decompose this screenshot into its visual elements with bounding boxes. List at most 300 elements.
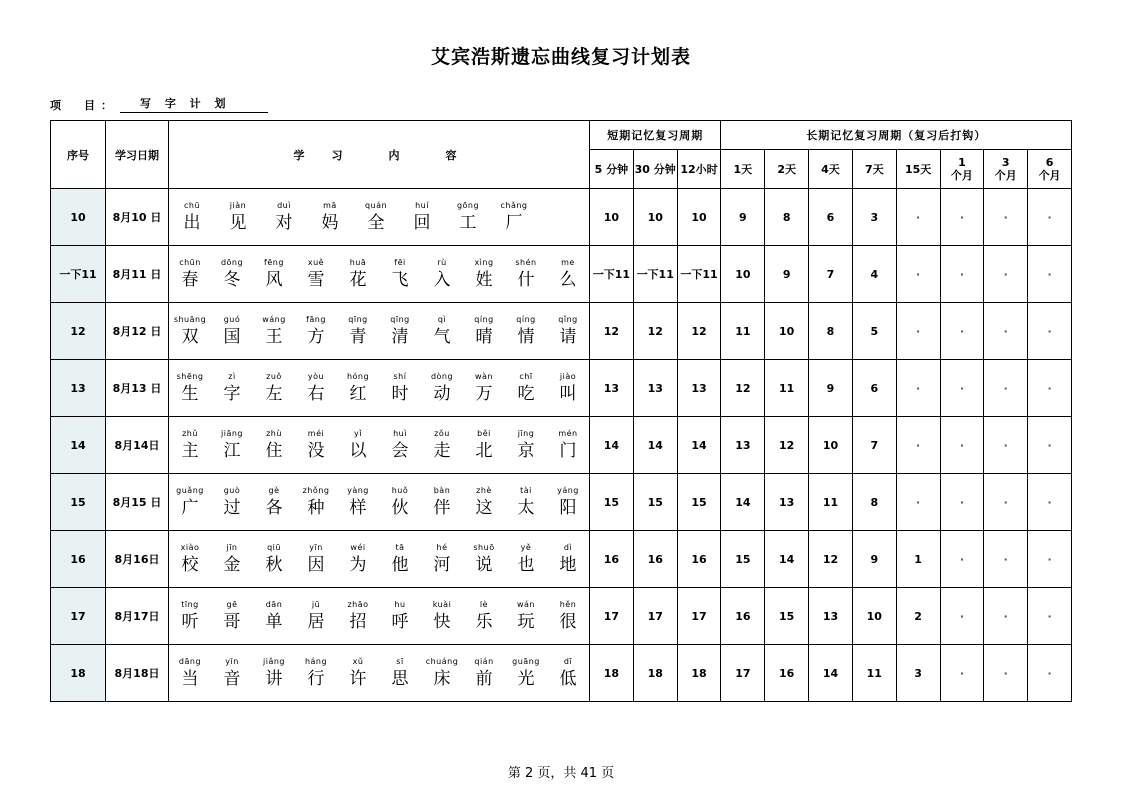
character-hanzi: 主 (181, 440, 199, 461)
character-item (169, 542, 211, 577)
cell-content (169, 474, 590, 531)
character-pinyin: qiū (267, 542, 281, 552)
character-item (295, 485, 337, 520)
cell-2day[interactable]: 16 (765, 645, 809, 702)
cell-30min[interactable]: 13 (633, 360, 677, 417)
character-hanzi: 讲 (265, 668, 283, 689)
character-hanzi: 花 (349, 269, 367, 290)
cell-5min[interactable]: 15 (590, 474, 634, 531)
cell-date: 8月10 日 (106, 189, 169, 246)
character-hanzi: 玩 (517, 611, 535, 632)
character-pinyin: yǐ (354, 428, 362, 438)
character-item (169, 314, 211, 349)
character-hanzi: 当 (181, 668, 199, 689)
character-hanzi: 呼 (391, 611, 409, 632)
character-pinyin: dān (265, 599, 283, 609)
table-header-group-row (51, 121, 1072, 150)
cell-7day[interactable]: 7 (852, 417, 896, 474)
cell-4day[interactable]: 6 (809, 189, 853, 246)
cell-date: 8月16日 (106, 531, 169, 588)
character-hanzi: 走 (433, 440, 451, 461)
character-pinyin: yīn (309, 542, 323, 552)
character-hanzi: 太 (517, 497, 535, 518)
cell-2day[interactable]: 14 (765, 531, 809, 588)
cell-1month[interactable]: · (940, 189, 984, 246)
cell-seq: 10 (51, 189, 106, 246)
cell-date: 8月14日 (106, 417, 169, 474)
character-hanzi: 乐 (475, 611, 493, 632)
character-hanzi: 各 (265, 497, 283, 518)
character-hanzi: 左 (265, 383, 283, 404)
character-pinyin: dòng (430, 371, 454, 381)
cell-6month[interactable]: · (1028, 189, 1072, 246)
character-pinyin: jīng (517, 428, 535, 438)
cell-1day[interactable]: 10 (721, 246, 765, 303)
character-item (169, 599, 211, 634)
cell-15day[interactable]: 2 (896, 588, 940, 645)
character-pinyin: fēi (394, 257, 406, 267)
character-pinyin: qǐng (558, 314, 578, 324)
character-hanzi: 晴 (475, 326, 493, 347)
character-pinyin: yáng (557, 485, 579, 495)
character-pinyin: zhāo (347, 599, 369, 609)
cell-1day[interactable]: 14 (721, 474, 765, 531)
cell-1month[interactable]: · (940, 360, 984, 417)
character-hanzi: 招 (349, 611, 367, 632)
cell-5min[interactable]: 一下11 (590, 246, 634, 303)
header-6month-unit: 个月 (1038, 169, 1061, 182)
character-pinyin: zǒu (434, 428, 450, 438)
character-hanzi: 什 (517, 269, 535, 290)
character-item (547, 542, 589, 577)
character-hanzi: 为 (349, 554, 367, 575)
cell-7day[interactable]: 8 (852, 474, 896, 531)
character-pinyin: chuáng (425, 656, 459, 666)
character-hanzi: 青 (349, 326, 367, 347)
character-hanzi: 江 (223, 440, 241, 461)
character-pinyin: shuāng (173, 314, 207, 324)
character-hanzi: 音 (223, 668, 241, 689)
header-7day: 7天 (852, 150, 896, 189)
character-item (211, 314, 253, 349)
character-hanzi: 春 (181, 269, 199, 290)
cell-15day[interactable]: · (896, 360, 940, 417)
character-item (169, 485, 211, 520)
character-item (505, 257, 547, 292)
character-pinyin: huā (349, 257, 367, 267)
cell-6month[interactable]: · (1028, 303, 1072, 360)
character-item (463, 257, 505, 292)
character-item (505, 542, 547, 577)
character-pinyin: mén (558, 428, 578, 438)
character-list (169, 200, 589, 235)
character-pinyin: me (561, 257, 575, 267)
character-pinyin: dāng (178, 656, 202, 666)
character-item (253, 542, 295, 577)
character-item (379, 485, 421, 520)
character-hanzi: 种 (307, 497, 325, 518)
cell-3month[interactable]: · (984, 303, 1028, 360)
character-pinyin: jū (311, 599, 321, 609)
cell-7day[interactable]: 10 (852, 588, 896, 645)
cell-5min[interactable]: 18 (590, 645, 634, 702)
cell-1month[interactable]: · (940, 417, 984, 474)
character-hanzi: 因 (307, 554, 325, 575)
character-item (505, 656, 547, 691)
character-hanzi: 金 (223, 554, 241, 575)
character-hanzi: 行 (307, 668, 325, 689)
character-pinyin: jīn (226, 542, 238, 552)
cell-2day[interactable]: 11 (765, 360, 809, 417)
character-item (379, 542, 421, 577)
character-hanzi: 全 (367, 212, 385, 233)
cell-30min[interactable]: 14 (633, 417, 677, 474)
cell-15day[interactable]: · (896, 189, 940, 246)
table-row (51, 474, 1072, 531)
cell-2day[interactable]: 10 (765, 303, 809, 360)
character-hanzi: 校 (181, 554, 199, 575)
character-pinyin: zhǒng (302, 485, 330, 495)
cell-30min[interactable]: 12 (633, 303, 677, 360)
character-pinyin: dī (563, 656, 573, 666)
cell-12hour[interactable]: 14 (677, 417, 721, 474)
character-pinyin: huǒ (391, 485, 409, 495)
cell-seq: 15 (51, 474, 106, 531)
character-item (505, 428, 547, 463)
cell-3month[interactable]: · (984, 360, 1028, 417)
character-pinyin: qīng (390, 314, 410, 324)
character-pinyin: guó (223, 314, 241, 324)
character-pinyin: chūn (179, 257, 201, 267)
character-pinyin: guǎng (176, 485, 204, 495)
cell-4day[interactable]: 7 (809, 246, 853, 303)
cell-1day[interactable]: 11 (721, 303, 765, 360)
character-list (169, 542, 589, 577)
character-item (399, 200, 445, 235)
character-item (337, 599, 379, 634)
cell-12hour[interactable]: 15 (677, 474, 721, 531)
character-pinyin: wéi (350, 542, 366, 552)
header-date: 学习日期 (106, 121, 169, 189)
character-hanzi: 也 (517, 554, 535, 575)
cell-1month[interactable]: · (940, 303, 984, 360)
character-item (445, 200, 491, 235)
cell-15day[interactable]: 3 (896, 645, 940, 702)
character-item (253, 656, 295, 691)
cell-content (169, 645, 590, 702)
cell-3month[interactable]: · (984, 531, 1028, 588)
character-hanzi: 北 (475, 440, 493, 461)
character-hanzi: 叫 (559, 383, 577, 404)
cell-1month[interactable]: · (940, 474, 984, 531)
header-1month (940, 150, 984, 189)
character-item (379, 314, 421, 349)
character-hanzi: 气 (433, 326, 451, 347)
character-item (547, 656, 589, 691)
cell-4day[interactable]: 13 (809, 588, 853, 645)
cell-30min[interactable]: 10 (633, 189, 677, 246)
cell-4day[interactable]: 9 (809, 360, 853, 417)
character-item (421, 599, 463, 634)
character-hanzi: 生 (181, 383, 199, 404)
character-item (211, 428, 253, 463)
character-hanzi: 万 (475, 383, 493, 404)
character-hanzi: 哥 (223, 611, 241, 632)
cell-15day[interactable]: 1 (896, 531, 940, 588)
character-hanzi: 字 (223, 383, 241, 404)
character-pinyin: hěn (559, 599, 577, 609)
cell-3month[interactable]: · (984, 246, 1028, 303)
character-item (421, 314, 463, 349)
cell-5min[interactable]: 10 (590, 189, 634, 246)
character-hanzi: 王 (265, 326, 283, 347)
cell-seq: 16 (51, 531, 106, 588)
character-pinyin: huí (415, 200, 429, 210)
cell-date: 8月13 日 (106, 360, 169, 417)
cell-1month[interactable]: · (940, 246, 984, 303)
cell-1day[interactable]: 13 (721, 417, 765, 474)
cell-6month[interactable]: · (1028, 645, 1072, 702)
character-hanzi: 河 (433, 554, 451, 575)
character-item (295, 428, 337, 463)
cell-5min[interactable]: 14 (590, 417, 634, 474)
character-item (463, 542, 505, 577)
cell-4day[interactable]: 8 (809, 303, 853, 360)
cell-7day[interactable]: 3 (852, 189, 896, 246)
character-pinyin: zhè (476, 485, 492, 495)
character-list (169, 599, 589, 634)
character-pinyin: běi (477, 428, 491, 438)
cell-3month[interactable]: · (984, 417, 1028, 474)
character-pinyin: bàn (433, 485, 451, 495)
character-hanzi: 伴 (433, 497, 451, 518)
cell-3month[interactable]: · (984, 588, 1028, 645)
character-pinyin: zì (228, 371, 236, 381)
header-2day: 2天 (765, 150, 809, 189)
character-pinyin: hóng (346, 371, 370, 381)
character-hanzi: 居 (307, 611, 325, 632)
cell-seq: 13 (51, 360, 106, 417)
cell-12hour[interactable]: 16 (677, 531, 721, 588)
cell-content (169, 189, 590, 246)
project-line (50, 95, 268, 113)
cell-content (169, 246, 590, 303)
cell-5min[interactable]: 17 (590, 588, 634, 645)
character-item (463, 314, 505, 349)
character-item (169, 371, 211, 406)
character-item (379, 656, 421, 691)
cell-30min[interactable]: 15 (633, 474, 677, 531)
character-pinyin: tīng (181, 599, 199, 609)
character-hanzi: 红 (349, 383, 367, 404)
character-item (379, 371, 421, 406)
character-pinyin: xǔ (352, 656, 364, 666)
cell-12hour[interactable]: 一下11 (677, 246, 721, 303)
cell-1month[interactable]: · (940, 645, 984, 702)
character-pinyin: shí (393, 371, 407, 381)
character-item (491, 200, 537, 235)
cell-4day[interactable]: 11 (809, 474, 853, 531)
character-pinyin: guò (223, 485, 241, 495)
cell-1month[interactable]: · (940, 588, 984, 645)
character-pinyin: jiàn (229, 200, 247, 210)
cell-7day[interactable]: 9 (852, 531, 896, 588)
character-item (547, 314, 589, 349)
character-hanzi: 吃 (517, 383, 535, 404)
character-item (505, 314, 547, 349)
character-pinyin: quán (364, 200, 388, 210)
cell-12hour[interactable]: 18 (677, 645, 721, 702)
cell-7day[interactable]: 6 (852, 360, 896, 417)
header-4day: 4天 (809, 150, 853, 189)
cell-7day[interactable]: 11 (852, 645, 896, 702)
character-item (379, 599, 421, 634)
header-15day: 15天 (896, 150, 940, 189)
character-item (547, 257, 589, 292)
character-pinyin: chǎng (500, 200, 528, 210)
cell-1day[interactable]: 12 (721, 360, 765, 417)
character-pinyin: shén (515, 257, 537, 267)
cell-7day[interactable]: 4 (852, 246, 896, 303)
cell-15day[interactable]: · (896, 474, 940, 531)
cell-date: 8月18日 (106, 645, 169, 702)
character-hanzi: 样 (349, 497, 367, 518)
cell-6month[interactable]: · (1028, 531, 1072, 588)
character-hanzi: 住 (265, 440, 283, 461)
character-hanzi: 双 (181, 326, 199, 347)
cell-date: 8月15 日 (106, 474, 169, 531)
cell-1day[interactable]: 17 (721, 645, 765, 702)
cell-6month[interactable]: · (1028, 588, 1072, 645)
cell-30min[interactable]: 17 (633, 588, 677, 645)
character-hanzi: 伙 (391, 497, 409, 518)
character-item (169, 200, 215, 235)
cell-1month[interactable]: · (940, 531, 984, 588)
character-hanzi: 姓 (475, 269, 493, 290)
character-item (215, 200, 261, 235)
character-hanzi: 前 (475, 668, 493, 689)
cell-15day[interactable]: · (896, 303, 940, 360)
character-pinyin: guāng (512, 656, 540, 666)
character-pinyin: wàn (474, 371, 493, 381)
character-pinyin: gè (268, 485, 280, 495)
cell-6month[interactable]: · (1028, 474, 1072, 531)
table-row (51, 246, 1072, 303)
cell-6month[interactable]: · (1028, 417, 1072, 474)
character-item (169, 257, 211, 292)
character-pinyin: hé (436, 542, 448, 552)
cell-2day[interactable]: 9 (765, 246, 809, 303)
character-hanzi: 阳 (559, 497, 577, 518)
cell-3month[interactable]: · (984, 645, 1028, 702)
character-item (505, 485, 547, 520)
character-item (337, 257, 379, 292)
character-pinyin: mā (323, 200, 337, 210)
character-item (295, 656, 337, 691)
cell-12hour[interactable]: 17 (677, 588, 721, 645)
cell-seq: 12 (51, 303, 106, 360)
cell-2day[interactable]: 12 (765, 417, 809, 474)
character-hanzi: 飞 (391, 269, 409, 290)
character-pinyin: wán (516, 599, 535, 609)
cell-12hour[interactable]: 13 (677, 360, 721, 417)
character-pinyin: háng (304, 656, 328, 666)
header-3month (984, 150, 1028, 189)
cell-4day[interactable]: 12 (809, 531, 853, 588)
cell-12hour[interactable]: 10 (677, 189, 721, 246)
cell-2day[interactable]: 13 (765, 474, 809, 531)
cell-date: 8月17日 (106, 588, 169, 645)
cell-3month[interactable]: · (984, 474, 1028, 531)
cell-30min[interactable]: 16 (633, 531, 677, 588)
cell-3month[interactable]: · (984, 189, 1028, 246)
character-item (505, 371, 547, 406)
cell-15day[interactable]: · (896, 417, 940, 474)
cell-5min[interactable]: 12 (590, 303, 634, 360)
character-hanzi: 冬 (223, 269, 241, 290)
character-pinyin: chī (519, 371, 533, 381)
character-hanzi: 很 (559, 611, 577, 632)
character-hanzi: 雪 (307, 269, 325, 290)
cell-content (169, 303, 590, 360)
cell-30min[interactable]: 18 (633, 645, 677, 702)
cell-6month[interactable]: · (1028, 360, 1072, 417)
cell-30min[interactable]: 一下11 (633, 246, 677, 303)
header-5min: 5 分钟 (590, 150, 634, 189)
table-row (51, 531, 1072, 588)
cell-1day[interactable]: 16 (721, 588, 765, 645)
cell-1day[interactable]: 9 (721, 189, 765, 246)
header-content: 学 习 内 容 (169, 121, 590, 189)
character-item (463, 485, 505, 520)
cell-2day[interactable]: 15 (765, 588, 809, 645)
cell-date: 8月12 日 (106, 303, 169, 360)
header-long-term-group: 长期记忆复习周期（复习后打钩） (721, 121, 1072, 150)
cell-4day[interactable]: 14 (809, 645, 853, 702)
character-pinyin: yě (520, 542, 532, 552)
character-hanzi: 单 (265, 611, 283, 632)
character-item (307, 200, 353, 235)
header-1month-num: 1 (958, 156, 966, 169)
cell-seq: 17 (51, 588, 106, 645)
character-hanzi: 请 (559, 326, 577, 347)
character-hanzi: 出 (183, 212, 201, 233)
cell-15day[interactable]: · (896, 246, 940, 303)
character-item (463, 656, 505, 691)
cell-2day[interactable]: 8 (765, 189, 809, 246)
character-pinyin: qíng (516, 314, 536, 324)
header-6month (1028, 150, 1072, 189)
cell-7day[interactable]: 5 (852, 303, 896, 360)
cell-4day[interactable]: 10 (809, 417, 853, 474)
character-item (211, 371, 253, 406)
cell-5min[interactable]: 16 (590, 531, 634, 588)
character-hanzi: 地 (559, 554, 577, 575)
character-item (169, 656, 211, 691)
character-list (169, 656, 589, 691)
cell-12hour[interactable]: 12 (677, 303, 721, 360)
character-item (253, 257, 295, 292)
character-item (505, 599, 547, 634)
character-item (379, 428, 421, 463)
character-pinyin: fēng (264, 257, 284, 267)
cell-5min[interactable]: 13 (590, 360, 634, 417)
cell-1day[interactable]: 15 (721, 531, 765, 588)
character-hanzi: 回 (413, 212, 431, 233)
character-pinyin: wáng (262, 314, 286, 324)
cell-6month[interactable]: · (1028, 246, 1072, 303)
character-hanzi: 工 (459, 212, 477, 233)
